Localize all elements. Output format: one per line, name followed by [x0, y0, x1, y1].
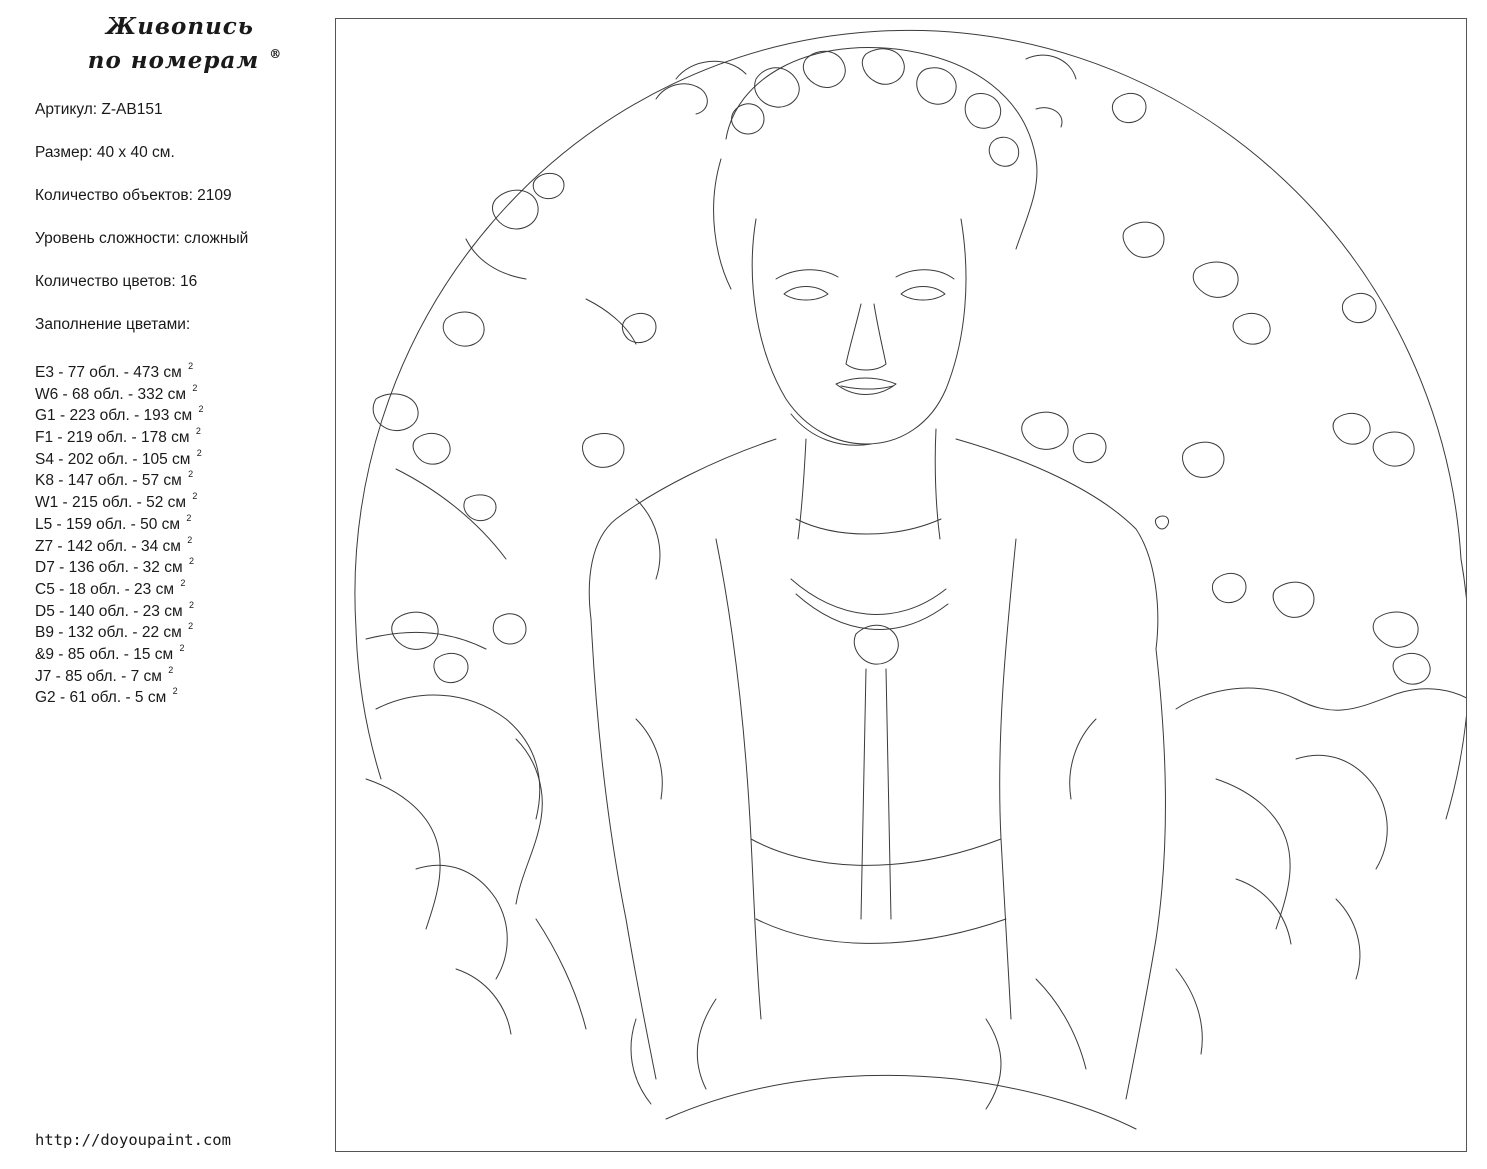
color-fill-text: K8 - 147 обл. - 57 см	[35, 472, 187, 490]
brand-line-2	[60, 44, 300, 81]
medallion-circle-right	[1446, 559, 1466, 819]
face	[752, 219, 966, 445]
color-fill-text: C5 - 18 обл. - 23 см	[35, 581, 179, 599]
color-fill-unit-power: 2	[188, 361, 194, 371]
fill-title: Заполнение цветами:	[35, 316, 191, 333]
color-fill-unit-power: 2	[188, 621, 194, 632]
color-fill-item	[35, 445, 203, 467]
canvas-size: Размер: 40 х 40 см.	[35, 144, 175, 161]
difficulty-level: Уровень сложности: сложный	[35, 230, 249, 247]
color-fill-text: J7 - 85 обл. - 7 см	[35, 667, 167, 685]
colors-count: Количество цветов: 16	[35, 273, 198, 290]
color-fill-text: B9 - 132 обл. - 22 см	[35, 624, 187, 642]
color-fill-item	[35, 423, 203, 445]
color-fill-unit-power: 2	[188, 469, 194, 480]
color-fill-unit-power: 2	[192, 382, 198, 393]
neck-necklace	[791, 429, 948, 919]
color-fill-item	[35, 358, 203, 380]
color-fill-unit-power: 2	[187, 534, 193, 545]
brand-logo	[60, 10, 300, 81]
medallion-circle	[355, 30, 1461, 629]
color-fill-unit-power: 2	[180, 577, 186, 588]
medallion-circle-left	[356, 629, 381, 779]
brand-line-1: Живопись	[106, 13, 254, 40]
color-fill-text: &9 - 85 обл. - 15 см	[35, 646, 178, 664]
color-fill-item	[35, 488, 203, 510]
portrait-outline-drawing	[336, 19, 1466, 1151]
color-fill-item	[35, 510, 203, 532]
color-fill-item	[35, 640, 203, 662]
brand-line-2-text: по номерам	[87, 47, 260, 74]
website-link[interactable]: http://doyoupaint.com	[35, 1131, 231, 1149]
color-fill-unit-power: 2	[186, 512, 192, 523]
color-fill-unit-power: 2	[188, 599, 194, 610]
color-fill-text: W1 - 215 обл. - 52 см	[35, 494, 191, 512]
body-blouse	[589, 439, 1165, 1129]
color-fill-text: Z7 - 142 обл. - 34 см	[35, 537, 186, 555]
color-fill-unit-power: 2	[196, 447, 202, 458]
color-fill-text: D7 - 136 обл. - 32 см	[35, 559, 187, 577]
color-fill-text: S4 - 202 обл. - 105 см	[35, 450, 195, 468]
coloring-canvas	[335, 18, 1467, 1152]
color-fill-text: D5 - 140 обл. - 23 см	[35, 602, 187, 620]
color-fill-unit-power: 2	[192, 491, 198, 502]
color-fill-unit-power: 2	[172, 686, 178, 697]
color-fill-unit-power: 2	[168, 664, 174, 675]
color-fill-text: W6 - 68 обл. - 332 см	[35, 385, 191, 403]
color-fill-item	[35, 532, 203, 554]
color-fill-text: E3 - 77 обл. - 473 см	[35, 364, 187, 382]
color-fill-unit-power: 2	[179, 642, 185, 653]
objects-count: Количество объектов: 2109	[35, 187, 232, 204]
color-fill-item	[35, 683, 203, 705]
color-fill-item	[35, 553, 203, 575]
color-fill-item	[35, 662, 203, 684]
color-fill-item	[35, 575, 203, 597]
background-flowers	[366, 93, 1430, 684]
color-fill-unit-power: 2	[198, 404, 204, 415]
article-number: Артикул: Z-AB151	[35, 101, 163, 118]
color-fill-item	[35, 401, 203, 423]
product-info	[35, 98, 325, 356]
flower-crown	[656, 47, 1076, 289]
color-fill-item	[35, 466, 203, 488]
color-fill-list	[35, 358, 203, 705]
color-fill-unit-power: 2	[188, 556, 194, 567]
color-fill-text: G2 - 61 обл. - 5 см	[35, 689, 171, 707]
lower-foliage	[366, 688, 1466, 1109]
color-fill-item	[35, 380, 203, 402]
color-fill-text: L5 - 159 обл. - 50 см	[35, 515, 185, 533]
color-fill-unit-power: 2	[195, 426, 201, 437]
color-fill-item	[35, 597, 203, 619]
color-fill-item	[35, 618, 203, 640]
registered-mark: ®	[269, 47, 283, 61]
color-fill-text: F1 - 219 обл. - 178 см	[35, 429, 194, 447]
color-fill-text: G1 - 223 обл. - 193 см	[35, 407, 197, 425]
